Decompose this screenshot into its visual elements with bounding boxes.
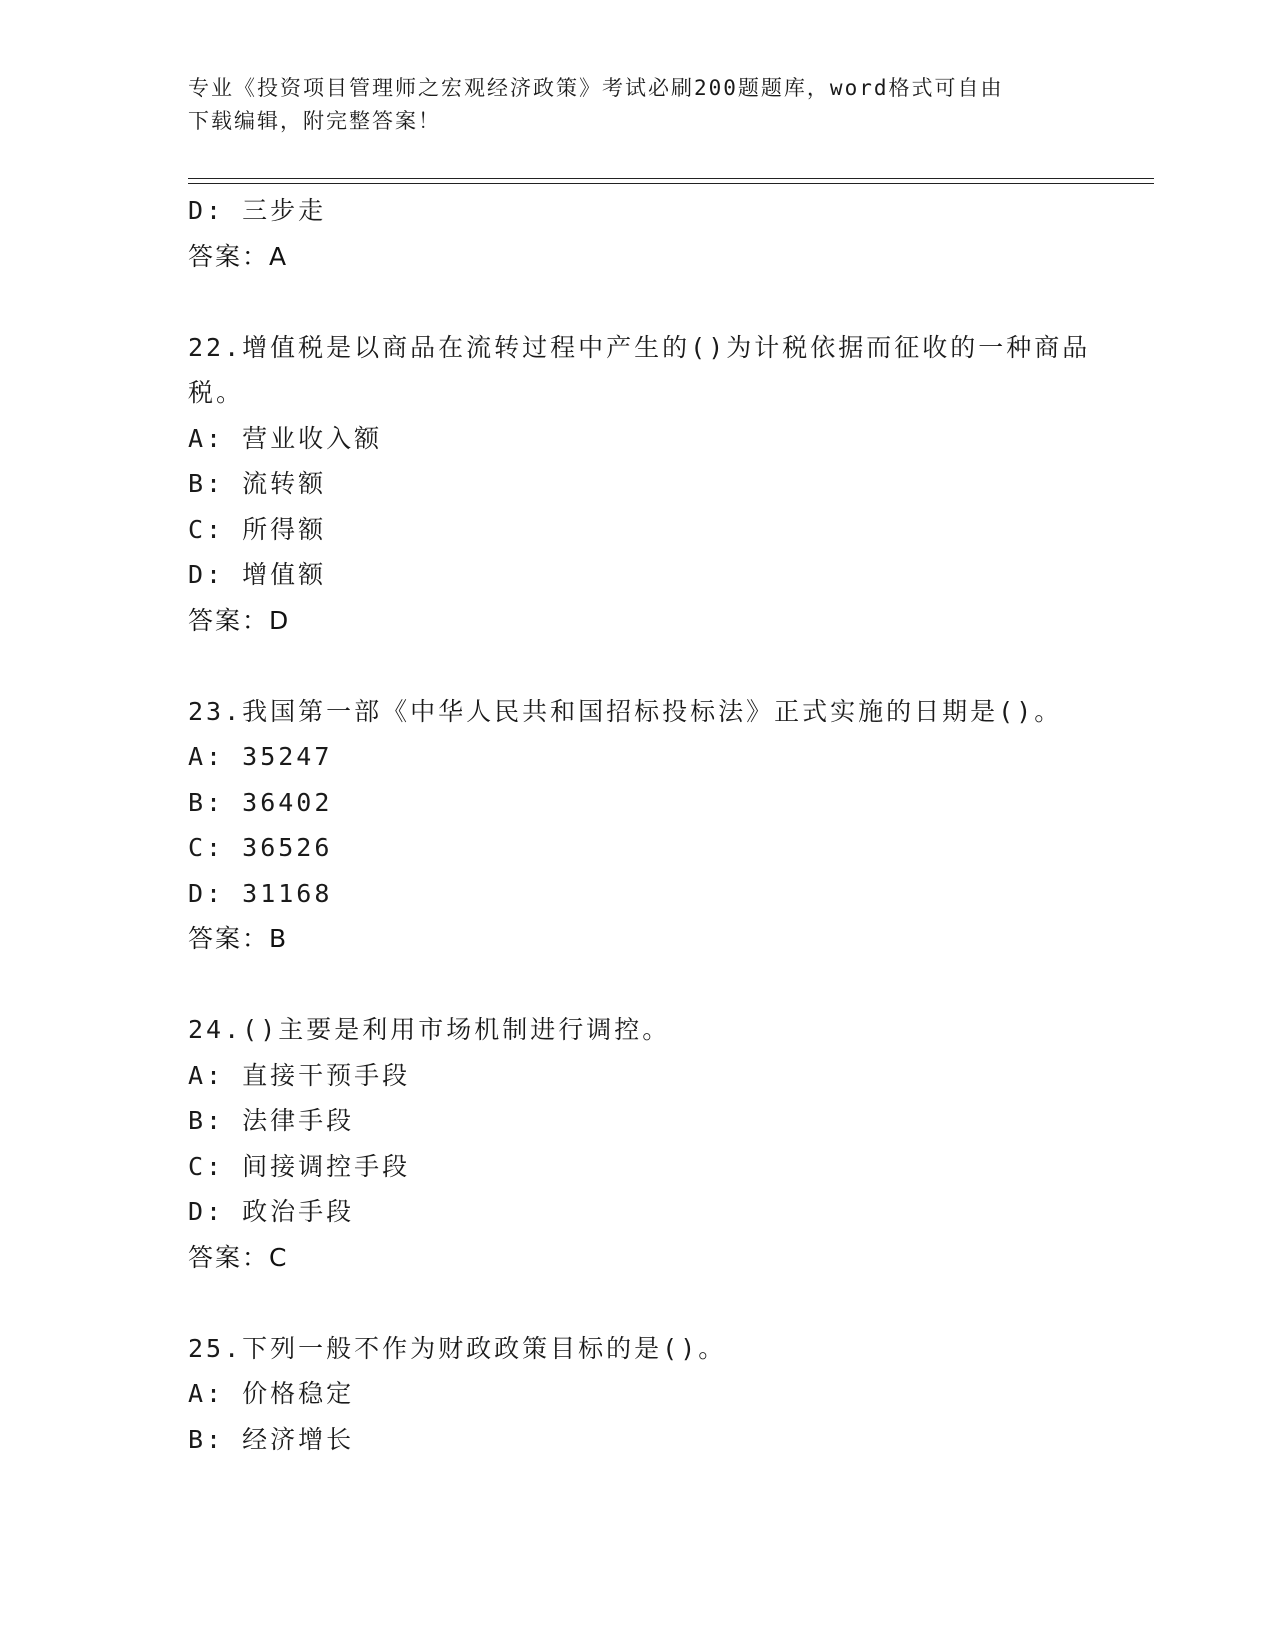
spacer [188,1280,1108,1326]
question-stem: 23.我国第一部《中华人民共和国招标投标法》正式实施的日期是()。 [188,696,1063,726]
option-b: B: 法律手段 [188,1106,355,1135]
option-a: A: 35247 [188,742,333,771]
option-d: D: 31168 [188,878,333,908]
option-c: C: 所得额 [188,514,327,544]
question-24 [188,1007,1108,1280]
option-b: B: 36402 [188,787,333,817]
option-d: D: 政治手段 [188,1197,355,1226]
spacer [188,643,1108,689]
header-divider-top [188,178,1154,179]
question-stem: 24.()主要是利用市场机制进行调控。 [188,1015,671,1044]
question-22 [188,325,1108,644]
question-23 [188,689,1108,962]
option-b: B: 经济增长 [188,1424,355,1454]
option-a: A: 价格稳定 [188,1379,355,1408]
option-d: D: 三步走 [188,196,327,225]
question-25 [188,1326,1108,1463]
option-b: B: 流转额 [188,469,327,498]
spacer [188,279,1108,325]
option-c: C: 36526 [188,833,333,862]
header-divider-bottom [188,183,1154,184]
option-a: A: 营业收入额 [188,423,383,453]
answer-line: 答案：B [188,924,289,953]
option-d: D: 增值额 [188,560,327,589]
question-list [188,188,1108,1462]
carryover-block [188,188,1108,279]
question-stem: 25.下列一般不作为财政政策目标的是()。 [188,1333,727,1363]
answer-line: 答案：D [188,605,291,635]
document-header [188,72,1088,138]
answer-line: 答案：C [188,1242,289,1272]
question-stem: 22.增值税是以商品在流转过程中产生的()为计税依据而征收的一种商品税。 [188,332,1091,407]
header-line-1: 专业《投资项目管理师之宏观经济政策》考试必刷200题题库，word格式可自由 [188,76,1004,100]
header-line-2: 下载编辑，附完整答案！ [188,109,441,133]
option-a: A: 直接干预手段 [188,1060,411,1090]
answer-line: 答案：A [188,241,289,271]
spacer [188,962,1108,1008]
option-c: C: 间接调控手段 [188,1151,411,1181]
